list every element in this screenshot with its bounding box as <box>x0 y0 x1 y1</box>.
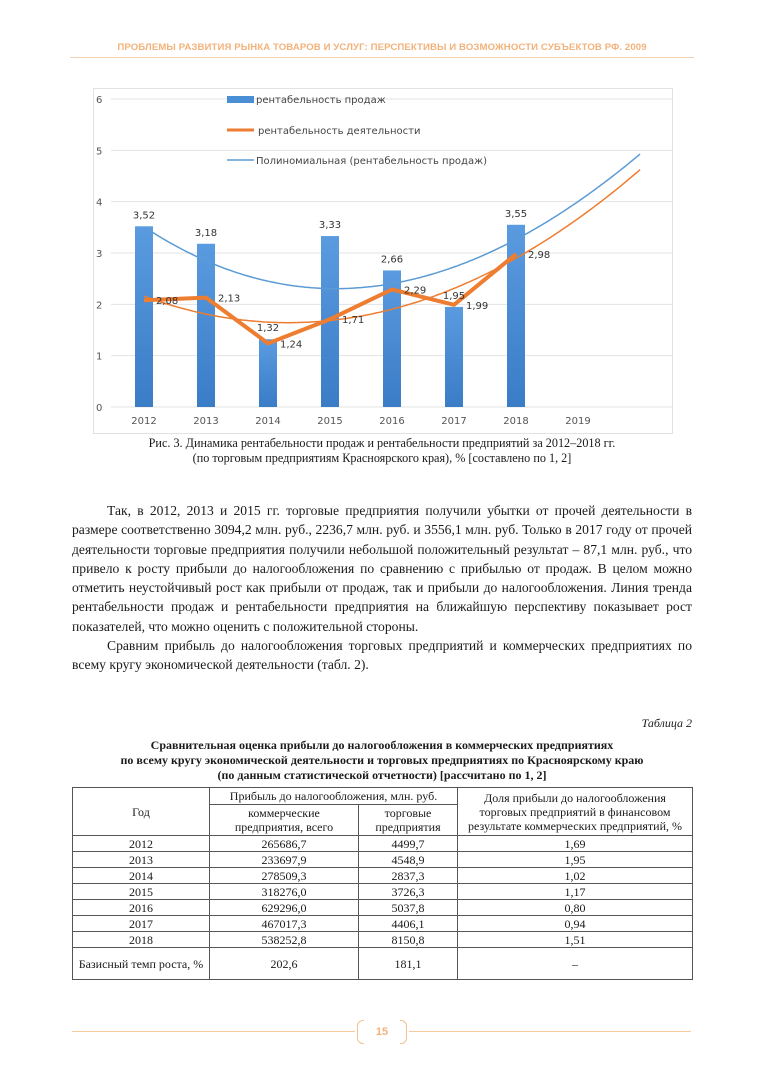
bar-data-label: 2,66 <box>380 254 404 266</box>
bar <box>507 225 525 407</box>
x-tick-label: 2012 <box>131 416 157 427</box>
line-data-label: 1,71 <box>342 315 365 327</box>
cell-share: – <box>458 948 693 980</box>
y-tick-label: 6 <box>96 95 103 106</box>
trendline-sales <box>144 154 640 289</box>
cell-share: 1,69 <box>458 836 693 852</box>
cell-commercial: 278509,3 <box>210 868 359 884</box>
x-axis-ticks <box>131 416 590 427</box>
cell-year: Базисный темп роста, % <box>73 948 210 980</box>
bar <box>259 339 277 407</box>
cell-year: 2018 <box>73 932 210 948</box>
cell-trade: 8150,8 <box>359 932 458 948</box>
legend-label-trend: Полиномиальная (рентабельность продаж) <box>256 156 488 167</box>
bar <box>197 244 215 407</box>
line-data-label: 2,29 <box>404 285 427 297</box>
header-profit-group: Прибыль до налогообложения, млн. руб. <box>210 788 458 805</box>
cell-trade: 2837,3 <box>359 868 458 884</box>
x-tick-label: 2014 <box>255 416 281 427</box>
table-row <box>73 932 693 948</box>
table-row <box>73 916 693 932</box>
table-label: Таблица 2 <box>641 716 692 730</box>
profit-table <box>72 787 693 980</box>
line-data-label: 2,13 <box>218 293 241 305</box>
x-tick-label: 2018 <box>503 416 529 427</box>
paragraph-1: Так, в 2012, 2013 и 2015 гг. торговые предприятия получили убытки от прочей деятельности в размере соответственно 3094,2 млн. руб., 2236,7 млн. руб. и 3556,1 млн. руб. Только в 2017 году от прочей деятельности торговые предприятия получили небольшой положительный результат – 87,1 млн. руб., что привело к росту прибыли до налогообложения по сравнению с прибылью от продаж. В целом можно отметить неустойчивый рост как прибыли от продаж, так и прибыли до налогообложения. Линия тренда рентабельности продаж и рентабельности предприятия на ближайшую перспективу показывает рост показателей, что можно оценить с положительной стороны. <box>72 503 692 634</box>
header-trade: торговые предприятия <box>359 805 458 836</box>
y-tick-label: 5 <box>96 146 103 158</box>
cell-year: 2012 <box>73 836 210 852</box>
cell-year: 2017 <box>73 916 210 932</box>
cell-share: 1,95 <box>458 852 693 868</box>
x-tick-label: 2015 <box>317 416 343 427</box>
line-data-label: 1,24 <box>280 339 303 351</box>
table-row <box>73 836 693 852</box>
cell-year: 2015 <box>73 884 210 900</box>
table-title-line-2: по всему кругу экономической деятельности и торговых предприятиях по Красноярскому краю <box>120 753 644 767</box>
cell-share: 0,80 <box>458 900 693 916</box>
bar-data-label: 1,32 <box>256 323 280 335</box>
legend-label-activity: рентабельность деятельности <box>258 126 421 137</box>
cell-commercial: 233697,9 <box>210 852 359 868</box>
cell-trade: 4499,7 <box>359 836 458 852</box>
cell-commercial: 538252,8 <box>210 932 359 948</box>
bar-data-label: 3,33 <box>318 220 342 232</box>
chart-legend <box>227 95 487 167</box>
y-tick-label: 4 <box>96 197 103 209</box>
y-tick-label: 2 <box>96 300 103 312</box>
cell-share: 0,94 <box>458 916 693 932</box>
bar-data-label: 1,95 <box>442 290 466 302</box>
y-tick-label: 1 <box>96 351 103 363</box>
bar-series <box>135 225 525 407</box>
bar <box>445 307 463 407</box>
body-text <box>72 501 692 675</box>
legend-swatch-bar <box>227 96 254 103</box>
legend-label-sales: рентабельность продаж <box>256 95 386 106</box>
line-data-label: 2,08 <box>156 296 179 308</box>
table-title-line-1: Сравнительная оценка прибыли до налогообложения в коммерческих предприятиях <box>150 738 614 752</box>
footer-divider-left <box>72 1031 355 1032</box>
cell-year: 2013 <box>73 852 210 868</box>
cell-trade: 4548,9 <box>359 852 458 868</box>
x-tick-label: 2016 <box>379 416 405 427</box>
paragraph-2: Сравним прибыль до налогообложения торговых предприятий и коммерческих предприятиях по всему кругу экономической деятельности (табл. 2). <box>72 638 692 673</box>
x-tick-label: 2013 <box>193 416 219 427</box>
cell-trade: 3726,3 <box>359 884 458 900</box>
footer-divider-right <box>409 1031 691 1032</box>
table-body <box>73 836 693 980</box>
table-title <box>70 738 694 783</box>
x-tick-label: 2017 <box>441 416 467 427</box>
cell-commercial: 318276,0 <box>210 884 359 900</box>
chart-frame <box>93 88 673 434</box>
bar <box>135 226 153 407</box>
figure-caption <box>70 436 694 466</box>
cell-commercial: 265686,7 <box>210 836 359 852</box>
header-share: Доля прибыли до налогообложения торговых предприятий в финансовом результате коммерческих предприятий, % <box>458 788 693 836</box>
cell-commercial: 467017,3 <box>210 916 359 932</box>
cell-commercial: 629296,0 <box>210 900 359 916</box>
y-tick-label: 3 <box>96 249 103 260</box>
cell-trade: 181,1 <box>359 948 458 980</box>
cell-year: 2014 <box>73 868 210 884</box>
caption-line-1: Рис. 3. Динамика рентабельности продаж и рентабельности предприятий за 2012–2018 гг. <box>148 436 616 450</box>
table-row <box>73 868 693 884</box>
cell-commercial: 202,6 <box>210 948 359 980</box>
line-data-label: 1,99 <box>466 300 489 312</box>
x-tick-label: 2019 <box>565 416 591 427</box>
header-year: Год <box>73 788 210 836</box>
caption-line-2: (по торговым предприятиям Красноярского края), % [составлено по 1, 2] <box>192 451 572 465</box>
rentability-chart <box>94 89 672 433</box>
line-data-label: 2,98 <box>528 250 551 262</box>
table-row <box>73 884 693 900</box>
table-row <box>73 852 693 868</box>
bar-data-label: 3,52 <box>132 210 156 222</box>
cell-year: 2016 <box>73 900 210 916</box>
bar-data-label: 3,18 <box>194 227 218 239</box>
cell-trade: 5037,8 <box>359 900 458 916</box>
running-head: ПРОБЛЕМЫ РАЗВИТИЯ РЫНКА ТОВАРОВ И УСЛУГ: ПЕРСПЕКТИВЫ И ВОЗМОЖНОСТИ СУБЪЕКТОВ РФ. 2009 <box>117 42 647 53</box>
cell-share: 1,17 <box>458 884 693 900</box>
bar-data-label: 3,55 <box>504 208 528 220</box>
header-divider <box>70 57 694 58</box>
table-title-line-3: (по данным статистической отчетности) [рассчитано по 1, 2] <box>217 768 547 782</box>
y-tick-label: 0 <box>96 403 103 414</box>
table-row <box>73 900 693 916</box>
cell-share: 1,02 <box>458 868 693 884</box>
y-axis-ticks <box>96 95 102 414</box>
cell-trade: 4406,1 <box>359 916 458 932</box>
cell-share: 1,51 <box>458 932 693 948</box>
page-number: 15 <box>355 1019 409 1045</box>
table-row-base-growth <box>73 948 693 980</box>
header-commercial: коммерческие предприятия, всего <box>210 805 359 836</box>
